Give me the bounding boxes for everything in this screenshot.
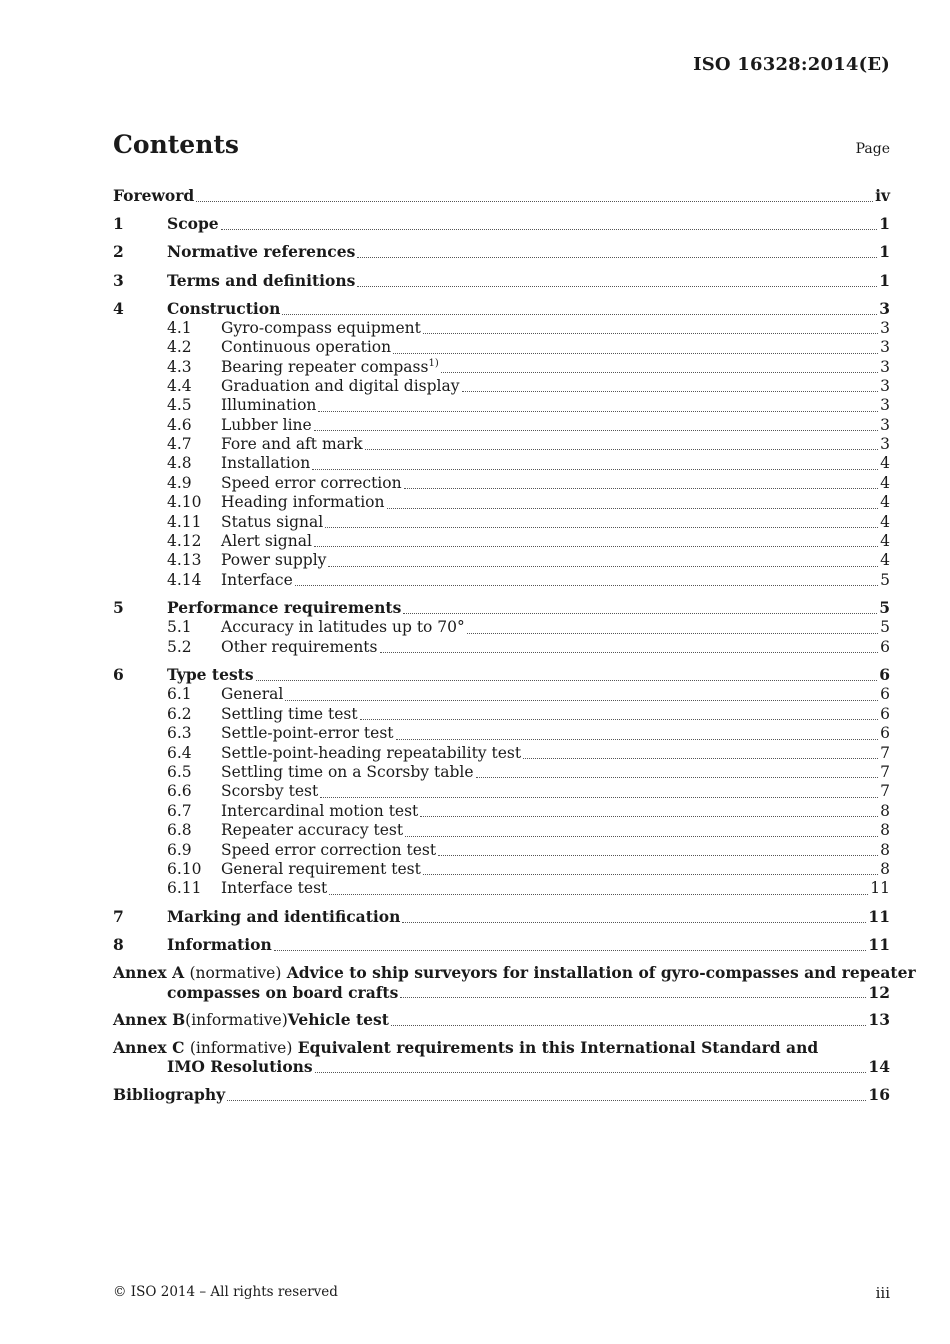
page-column-label: Page [855,141,890,157]
toc-entry-subsection-4-5[interactable] [113,396,890,415]
subsection-number: 4.12 [167,532,202,551]
toc-entry-page: 4 [880,551,890,570]
leader-dots [325,523,878,528]
leader-dots [404,484,879,489]
toc-entry-page: 3 [880,357,890,376]
toc-entry-page: 11 [868,906,890,926]
toc-entry-subsection-4-11[interactable] [113,513,890,532]
toc-entry-subsection-4-8[interactable] [113,454,890,473]
toc-entry-annex-c[interactable] [113,1038,890,1077]
toc-entry-text: Settle-point-heading repeatability test [221,743,522,762]
leader-dots [357,282,877,287]
toc-entry-subsection-4-6[interactable] [113,416,890,435]
annex-title-continued: compasses on board crafts [167,982,399,1002]
subsection-number: 6.9 [167,840,192,859]
leader-dots [357,253,877,258]
toc-entry-subsection-6-4[interactable] [113,744,890,763]
toc-entry-subsection-4-4[interactable] [113,377,890,396]
subsection-number: 6.11 [167,879,202,898]
leader-dots [423,329,878,334]
subsection-number: 4.11 [167,512,202,531]
toc-entry-page: 3 [879,298,890,318]
toc-entry-text: Repeater accuracy test [221,821,404,840]
subsection-number: 4.8 [167,454,192,473]
toc-entry-subsection-4-14[interactable] [113,571,890,590]
annex-title-line [113,1010,890,1029]
toc-entry-label [221,338,391,357]
toc-entry-label [221,841,436,860]
title-row [113,130,890,159]
toc-entry-label [221,724,394,743]
subsection-number: 4.3 [167,357,192,376]
toc-entry-subsection-6-11[interactable] [113,879,890,898]
toc-entry-section-4[interactable] [113,299,890,319]
toc-entry-subsection-6-6[interactable] [113,782,890,801]
toc-entry-bibliography[interactable] [113,1085,890,1105]
toc-entry-page: 4 [880,493,890,512]
section-number: 5 [113,598,124,618]
toc-entry-label: Normative references [167,242,356,262]
toc-entry-subsection-6-3[interactable] [113,724,890,743]
leader-dots [467,629,878,634]
leader-dots [320,793,878,798]
toc-entry-label: Type tests [167,665,254,685]
section-number: 3 [113,270,124,290]
toc-entry-label [221,377,460,396]
toc-entry-section-8[interactable] [113,935,890,955]
toc-entry-page: 8 [880,840,890,859]
subsection-number: 4.2 [167,338,192,357]
section-number: 1 [113,214,124,234]
toc-entry-label [221,638,378,657]
leader-dots [314,426,878,431]
toc-entry-subsection-4-2[interactable] [113,338,890,357]
toc-entry-label: Information [167,935,272,955]
leader-dots [315,1068,867,1073]
toc-entry-label [221,860,421,879]
toc-entry-label: Terms and definitions [167,270,356,290]
toc-entry-label [221,416,312,435]
toc-entry-page: 3 [880,338,890,357]
toc-entry-label [221,821,403,840]
toc-entry-page: 5 [880,570,890,589]
toc-entry-text: Speed error correction [221,473,402,492]
leader-dots [360,715,879,720]
leader-dots [312,465,878,470]
leader-dots [400,993,866,998]
subsection-number: 6.2 [167,704,192,723]
subsection-number: 4.6 [167,415,192,434]
section-number: 8 [113,935,124,955]
leader-dots [423,870,878,875]
annex-title-continued: IMO Resolutions [167,1057,313,1077]
section-number: 2 [113,242,124,262]
toc-entry-text: Graduation and digital display [221,376,460,395]
leader-dots [403,609,877,614]
subsection-number: 6.7 [167,801,192,820]
annex-kind: (normative) [189,964,282,983]
sections-list [113,214,890,955]
subsection-number: 6.1 [167,685,192,704]
toc-entry-subsection-4-1[interactable] [113,319,890,338]
copyright-notice: © ISO 2014 – All rights reserved [113,1284,338,1300]
toc-entry-label [221,618,465,637]
toc-entry-label [221,532,312,551]
toc-entry-page: 5 [879,598,890,618]
toc-entry-text: Gyro-compass equipment [221,318,421,337]
toc-entry-page: 4 [880,532,890,551]
leader-dots [402,918,866,923]
toc-entry-label [221,802,418,821]
toc-entry-page: 4 [880,512,890,531]
toc-entry-subsection-5-2[interactable] [113,638,890,657]
toc-entry-text: Heading information [221,493,385,512]
leader-dots [196,197,873,202]
leader-dots [256,676,878,681]
annex-prefix: Annex B [113,1010,186,1030]
toc-entry-section-6[interactable] [113,665,890,685]
leader-dots [328,562,878,567]
subsection-number: 4.10 [167,493,202,512]
toc-entry-text: Interface test [221,879,328,898]
toc-entry-label [221,685,283,704]
toc-entry-text: Settling time on a Scorsby table [221,762,474,781]
toc-entry-page: 6 [880,637,890,656]
annex-title-line [113,1057,890,1076]
toc-entry-page: 3 [880,435,890,454]
annex-title: Equivalent requirements in this International Standard and [297,1037,819,1057]
leader-dots [393,349,878,354]
toc-entry-subsection-4-3[interactable] [113,358,890,377]
subsection-number: 6.10 [167,859,202,878]
toc-entry-foreword[interactable] [113,186,890,206]
toc-entry-subsection-4-10[interactable] [113,493,890,512]
annex-kind: (informative) [185,1011,288,1030]
toc-entry-page: 4 [880,473,890,492]
toc-entry-text: General [221,685,284,704]
toc-entry-page: 6 [880,704,890,723]
toc-entry-text: Scorsby test [221,782,319,801]
toc-entry-label: Foreword [113,186,195,205]
toc-entry-text: Settle-point-error test [221,724,394,743]
toc-entry-text: Interface [221,570,293,589]
toc-entry-page: 6 [879,665,890,685]
toc-entry-page: 13 [868,1010,890,1030]
toc-entry-page: 3 [880,318,890,337]
subsection-number: 4.7 [167,435,192,454]
toc-entry-label: Scope [167,214,219,234]
leader-dots [523,754,878,759]
leader-dots [318,407,878,412]
toc-entry-page: 16 [868,1084,890,1104]
toc-entry-label [221,319,421,338]
toc-entry-label [221,513,323,532]
toc-entry-page: 11 [868,935,890,955]
toc-entry-text: Alert signal [221,532,312,551]
toc-entry-page: 8 [880,821,890,840]
leader-dots [396,735,879,740]
toc-entry-text: Status signal [221,512,324,531]
toc-entry-label [221,474,402,493]
toc-entry-text: Accuracy in latitudes up to 70° [221,618,465,637]
leader-dots [441,368,878,373]
leader-dots [405,832,878,837]
annex-prefix: Annex C [113,1037,185,1057]
toc-entry-label [221,879,327,898]
annex-title-line [113,1038,890,1057]
toc-entry-page: 1 [879,214,890,234]
leader-dots [438,851,878,856]
toc-entry-page: 11 [870,879,890,898]
toc-entry-page: 5 [880,618,890,637]
page-title: Contents [113,130,240,159]
toc-entry-label [221,358,439,377]
toc-entry-annex-b[interactable] [113,1010,890,1029]
toc-entry-subsection-4-13[interactable] [113,551,890,570]
section-number: 7 [113,906,124,926]
subsection-number: 6.4 [167,743,192,762]
toc-entry-page: 1 [879,242,890,262]
leader-dots [380,648,879,653]
toc-entry-subsection-6-2[interactable] [113,705,890,724]
annex-title-line [113,963,916,983]
toc-entry-label: Construction [167,298,281,318]
toc-entry-page: 3 [880,415,890,434]
annex-title: Vehicle test [287,1010,389,1030]
toc-entry-page: 3 [880,396,890,415]
toc-entry-text: Speed error correction test [221,840,437,859]
page-number: iii [875,1284,890,1302]
leader-dots [295,581,878,586]
toc-entry-label [221,744,521,763]
toc-entry-page: 8 [880,801,890,820]
toc-entry-text: Intercardinal motion test [221,801,419,820]
toc-entry-section-5[interactable] [113,598,890,618]
toc-entry-label [221,782,318,801]
subsection-number: 4.9 [167,473,192,492]
toc-entry-page: 8 [880,859,890,878]
toc-entry-page: 7 [880,762,890,781]
leader-dots [314,542,878,547]
toc-entry-section-7[interactable] [113,907,890,927]
page-footer [113,1284,890,1302]
toc-entry-subsection-6-5[interactable] [113,763,890,782]
toc-entry-section-3[interactable] [113,271,890,291]
subsection-number: 4.14 [167,570,202,589]
toc-entry-label: Bibliography [113,1084,226,1104]
subsection-number: 6.3 [167,724,192,743]
subsection-number: 4.5 [167,396,192,415]
toc-entry-page: 6 [880,685,890,704]
standard-id: ISO 16328:2014(E) [693,54,890,75]
subsection-number: 6.5 [167,762,192,781]
leader-dots [387,504,879,509]
toc-entry-page: 12 [868,982,890,1002]
toc-entry-subsection-4-7[interactable] [113,435,890,454]
toc-entry-label [221,705,358,724]
leader-dots [329,890,868,895]
toc-entry-text: Lubber line [221,415,312,434]
subsection-number: 6.8 [167,821,192,840]
subsection-number: 4.1 [167,318,192,337]
toc-entry-text: Other requirements [221,637,378,656]
toc-entry-label: Marking and identification [167,906,401,926]
subsection-number: 4.4 [167,376,192,395]
leader-dots [420,812,878,817]
leader-dots [221,225,878,230]
annex-kind: (informative) [189,1038,293,1057]
leader-dots [274,946,867,951]
subsection-number: 5.2 [167,637,192,656]
toc-entry-subsection-6-7[interactable] [113,802,890,821]
section-number: 6 [113,665,124,685]
toc-entry-subsection-5-1[interactable] [113,618,890,637]
annex-title-line [113,983,890,1002]
subsection-number: 5.1 [167,618,192,637]
toc-entry-subsection-6-8[interactable] [113,821,890,840]
toc-entry-page: 3 [880,376,890,395]
section-number: 4 [113,298,124,318]
toc-entry-page: 14 [868,1057,890,1077]
toc-entry-text: Bearing repeater compass [221,357,429,376]
toc-entry-page: 1 [879,270,890,290]
toc-entry-page: 7 [880,782,890,801]
toc-entry-subsection-6-9[interactable] [113,841,890,860]
toc-entry-page: 4 [880,454,890,473]
toc-entry-subsection-4-12[interactable] [113,532,890,551]
toc-entry-subsection-6-10[interactable] [113,860,890,879]
annex-list [113,963,916,1077]
leader-dots [391,1021,867,1026]
toc-entry-label [221,571,293,590]
toc-entry-label [221,493,385,512]
annex-title: Advice to ship surveyors for installation of gyro-compasses and repeater [286,963,916,983]
toc-entry-text: Power supply [221,551,327,570]
toc-entry-label [221,551,326,570]
toc-entry-text: General requirement test [221,859,421,878]
leader-dots [285,696,878,701]
footnote-marker: 1) [428,357,439,369]
leader-dots [476,773,879,778]
toc-entry-label [221,396,316,415]
toc-entry-subsection-4-9[interactable] [113,474,890,493]
subsection-number: 6.6 [167,782,192,801]
toc-entry-text: Settling time test [221,704,358,723]
subsection-number: 4.13 [167,551,202,570]
toc-entry-label [221,454,310,473]
toc-entry-section-2[interactable] [113,242,890,262]
table-of-contents [113,186,916,1105]
toc-entry-subsection-6-1[interactable] [113,685,890,704]
leader-dots [227,1096,866,1101]
annex-prefix: Annex A [113,963,185,983]
toc-entry-label [221,763,474,782]
leader-dots [462,387,879,392]
toc-entry-text: Continuous operation [221,338,392,357]
toc-entry-page: iv [875,186,890,205]
toc-entry-label [221,435,363,454]
leader-dots [365,445,878,450]
toc-entry-section-1[interactable] [113,214,890,234]
toc-entry-text: Illumination [221,396,317,415]
toc-entry-label: Performance requirements [167,598,402,618]
toc-entry-text: Fore and aft mark [221,435,363,454]
toc-entry-text: Installation [221,454,311,473]
leader-dots [282,310,877,315]
toc-entry-page: 6 [880,724,890,743]
toc-entry-annex-a[interactable] [113,963,916,1002]
toc-entry-page: 7 [880,743,890,762]
